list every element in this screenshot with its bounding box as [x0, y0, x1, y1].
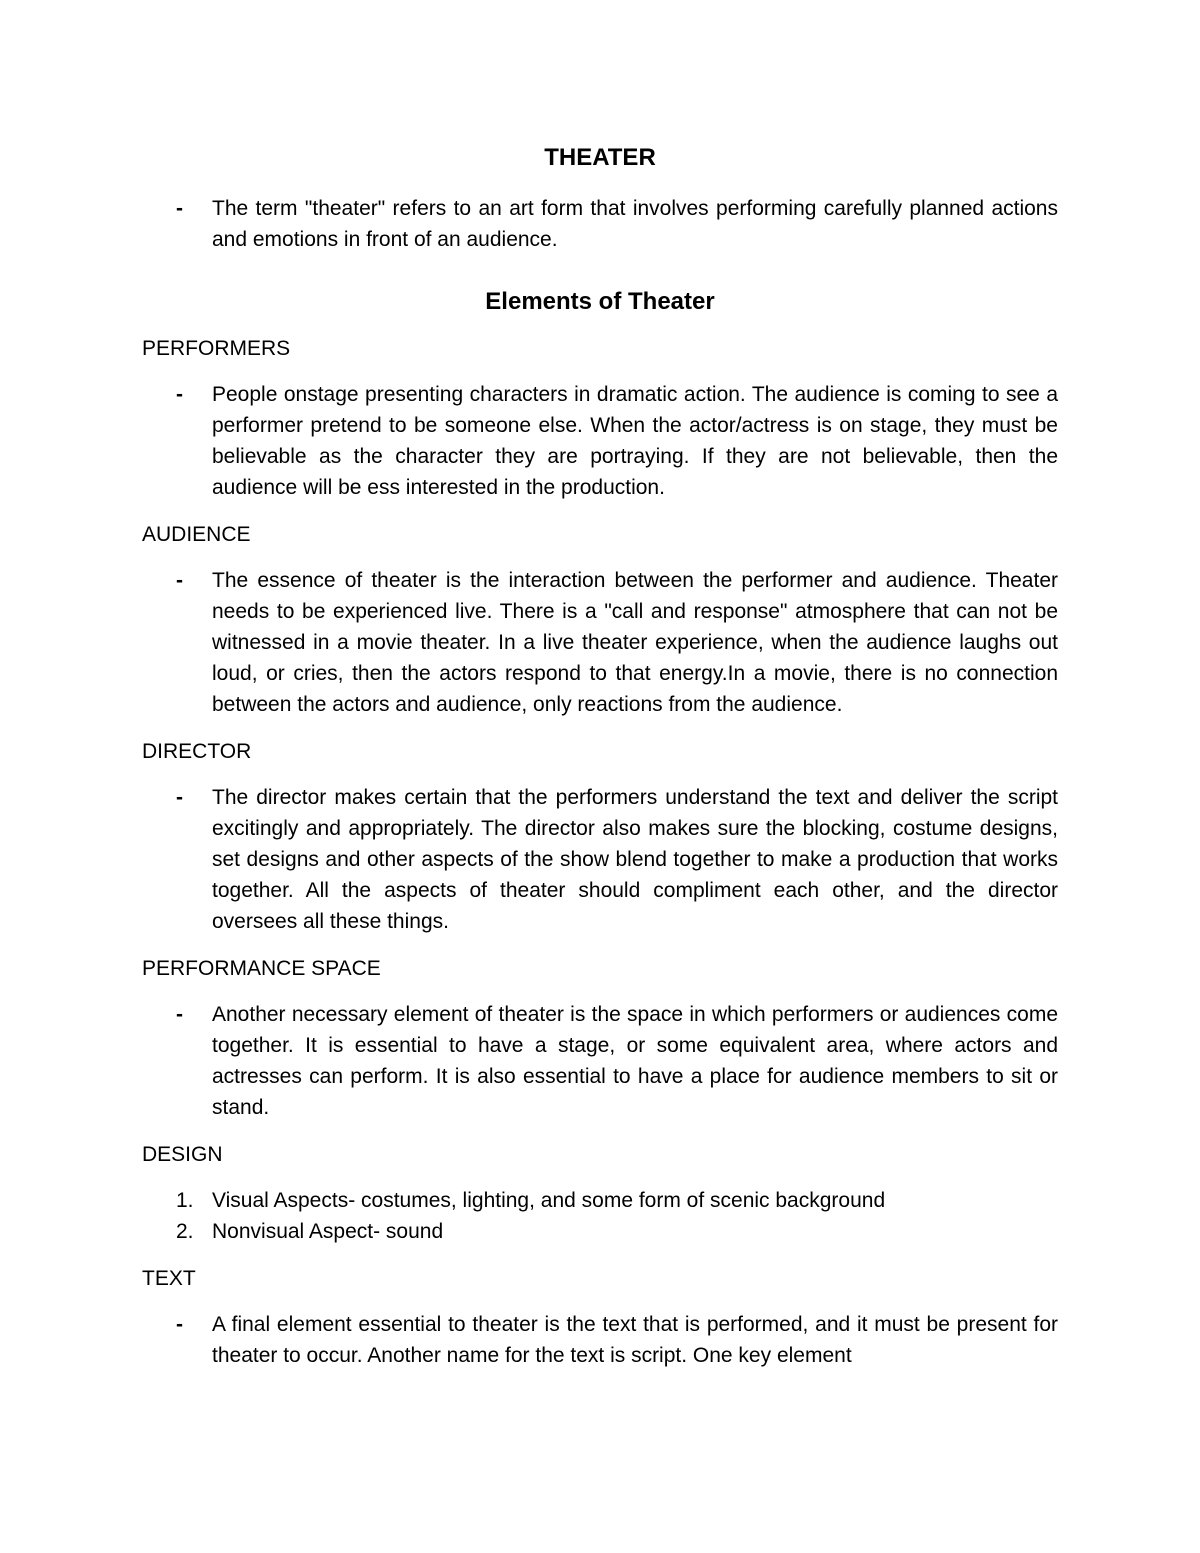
section-paragraph-director [142, 782, 1058, 937]
section-title: Elements of Theater [485, 288, 715, 315]
list-item-text: Visual Aspects- costumes, lighting, and some form of scenic background [212, 1189, 886, 1212]
list-item-number: 1. [176, 1189, 194, 1212]
section-heading-performers: PERFORMERS [142, 337, 291, 360]
section-heading-audience: AUDIENCE [142, 523, 251, 546]
section-text: The director makes certain that the performers understand the text and deliver the script excitingly and appropriately. The director also makes sure the blocking, costume designs, set designs and other aspects of the show blend together to make a production that works together. All the aspects of theater should compliment each other, and the director oversees all these things. [212, 786, 1058, 933]
list-item-text: Nonvisual Aspect- sound [212, 1220, 444, 1243]
section-text: Another necessary element of theater is the space in which performers or audiences come together. It is essential to have a stage, or some equivalent area, where actors and actresses can perform. It is also essential to have a place for audience members to sit or stand. [212, 1003, 1058, 1119]
bullet-dash: - [176, 197, 183, 220]
bullet-dash: - [176, 383, 183, 406]
list-item [142, 1185, 1058, 1216]
bullet-dash: - [176, 1313, 183, 1336]
list-item [142, 1216, 1058, 1247]
bullet-dash: - [176, 786, 183, 809]
section-paragraph-text [142, 1309, 1058, 1371]
intro-paragraph [142, 193, 1058, 255]
section-heading-text: TEXT [142, 1267, 196, 1290]
section-heading-director: DIRECTOR [142, 740, 252, 763]
section-heading-performance-space: PERFORMANCE SPACE [142, 957, 381, 980]
design-numbered-list [142, 1185, 1058, 1247]
section-text: People onstage presenting characters in dramatic action. The audience is coming to see a performer pretend to be someone else. When the actor/actress is on stage, they must be believable as the character they are portraying. If they are not believable, then the audience will be ess interested in the production. [212, 383, 1058, 499]
section-paragraph-performers [142, 379, 1058, 503]
section-paragraph-audience [142, 565, 1058, 720]
bullet-dash: - [176, 569, 183, 592]
page-title: THEATER [544, 144, 656, 171]
section-paragraph-performance-space [142, 999, 1058, 1123]
document-body [142, 142, 1058, 1387]
section-text: The essence of theater is the interaction between the performer and audience. Theater needs to be experienced live. There is a "call and response" atmosphere that can not be witnessed in a movie theater. In a live theater experience, when the audience laughs out loud, or cries, then the actors respond to that energy.In a movie, there is no connection between the actors and audience, only reactions from the audience. [212, 569, 1058, 716]
list-item-number: 2. [176, 1220, 194, 1243]
section-text: A final element essential to theater is the text that is performed, and it must be present for theater to occur. Another name for the text is script. One key element [212, 1313, 1058, 1367]
bullet-dash: - [176, 1003, 183, 1026]
section-heading-design: DESIGN [142, 1143, 223, 1166]
intro-text: The term "theater" refers to an art form that involves performing carefully planned actions and emotions in front of an audience. [212, 197, 1058, 251]
